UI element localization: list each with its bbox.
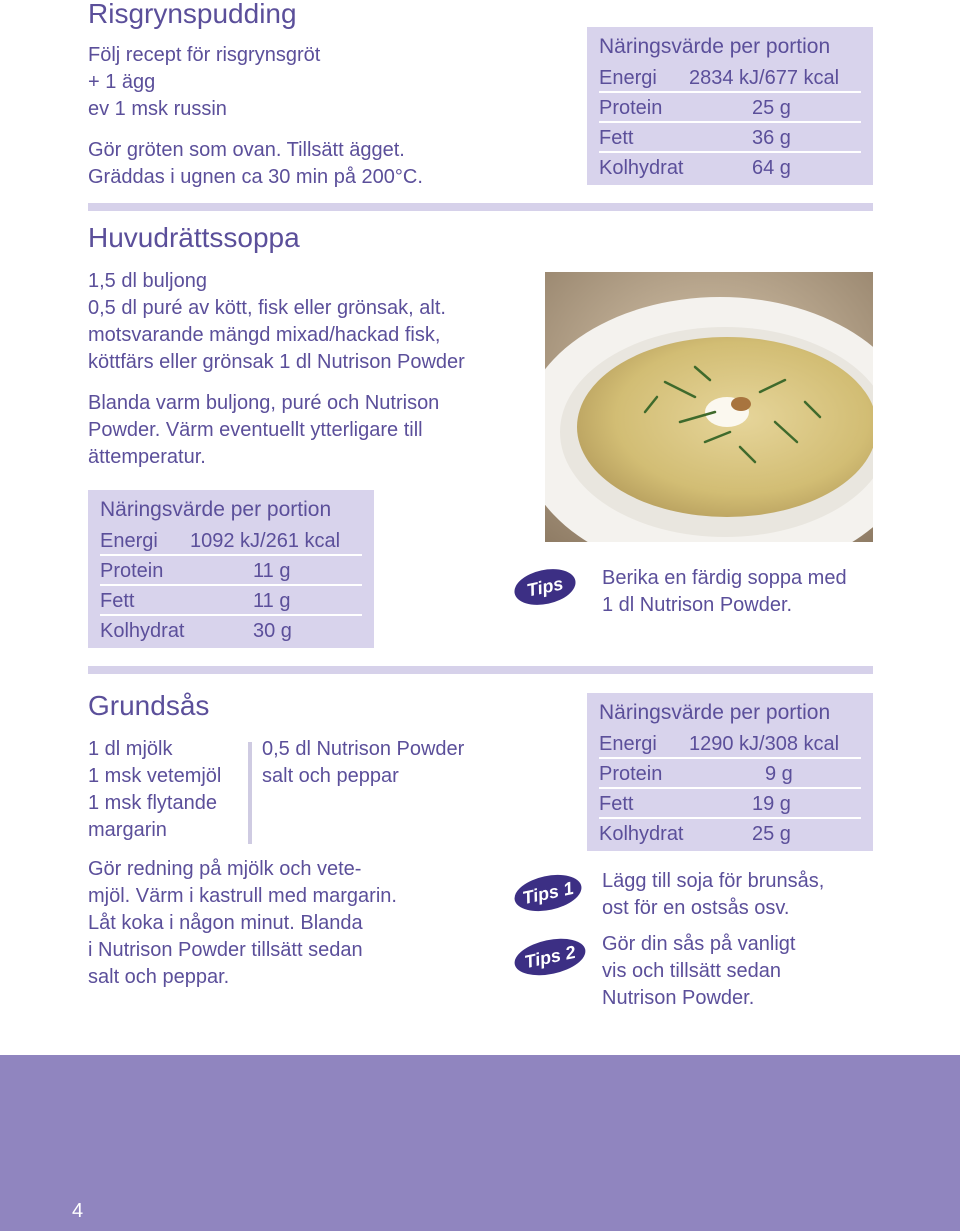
ingredient-line: 1 dl mjölk — [88, 738, 173, 760]
ingredient-line: + 1 ägg — [88, 71, 156, 93]
recipe-title-huvudrattssoppa: Huvudrättssoppa — [88, 222, 300, 253]
soup-photo-illustration — [545, 272, 873, 542]
tips-line: 1 dl Nutrison Powder. — [602, 594, 793, 616]
instruction-line: Blanda varm buljong, puré och Nutrison — [88, 392, 440, 414]
nutrition-header: Näringsvärde per portion — [100, 498, 332, 521]
nutrition-label: Energi — [599, 67, 657, 89]
nutrition-row — [100, 526, 362, 556]
ingredient-line: salt och peppar — [262, 765, 399, 787]
nutrition-row — [599, 63, 861, 93]
ingredient-line: 1 msk flytande — [88, 792, 217, 814]
nutrition-label: Protein — [599, 97, 663, 119]
tips-badge: Tips — [511, 564, 579, 610]
nutrition-value: 9 g — [765, 763, 793, 785]
nutrition-label: Energi — [599, 733, 657, 755]
instructions — [88, 137, 423, 191]
ingredient-list — [88, 268, 465, 376]
tips1-badge: Tips 1 — [511, 869, 585, 916]
ingredient-list-left — [88, 736, 221, 844]
nutrition-label: Fett — [599, 127, 634, 149]
tips-line: ost för en ostsås osv. — [602, 897, 790, 919]
nutrition-label: Kolhydrat — [599, 157, 684, 179]
nutrition-label: Kolhydrat — [599, 823, 684, 845]
nutrition-value: 25 g — [752, 97, 791, 119]
tips2-text — [602, 931, 795, 1012]
instruction-line: ättemperatur. — [88, 446, 206, 468]
ingredient-line: köttfärs eller grönsak 1 dl Nutrison Powder — [88, 351, 465, 373]
nutrition-row — [100, 586, 362, 616]
nutrition-box — [88, 490, 374, 648]
ingredient-list — [88, 42, 320, 123]
instruction-line: Gör gröten som ovan. Tillsätt ägget. — [88, 139, 405, 161]
soup-photo — [545, 272, 873, 542]
nutrition-value: 30 g — [253, 620, 292, 642]
ingredient-line: 0,5 dl Nutrison Powder — [262, 738, 465, 760]
instruction-line: mjöl. Värm i kastrull med margarin. — [88, 885, 397, 907]
tips1-text — [602, 868, 824, 922]
ingredient-line: margarin — [88, 819, 167, 841]
nutrition-row — [599, 729, 861, 759]
instruction-line: Gräddas i ugnen ca 30 min på 200°C. — [88, 166, 423, 188]
nutrition-label: Fett — [599, 793, 634, 815]
nutrition-row — [599, 153, 861, 183]
nutrition-value: 2834 kJ/677 kcal — [689, 67, 840, 89]
nutrition-row — [599, 789, 861, 819]
section-divider — [88, 203, 873, 211]
ingredient-line: 0,5 dl puré av kött, fisk eller grönsak, alt. — [88, 297, 446, 319]
nutrition-row — [599, 93, 861, 123]
nutrition-label: Protein — [599, 763, 663, 785]
tips-line: Nutrison Powder. — [602, 987, 755, 1009]
ingredient-list-right — [262, 736, 464, 790]
nutrition-value: 19 g — [752, 793, 791, 815]
instructions — [88, 856, 397, 991]
ingredient-line: 1 msk vetemjöl — [88, 765, 222, 787]
nutrition-row — [599, 819, 861, 849]
nutrition-row — [599, 123, 861, 153]
nutrition-value: 11 g — [253, 590, 291, 612]
nutrition-row — [100, 616, 362, 646]
nutrition-box — [587, 693, 873, 851]
nutrition-value: 1290 kJ/308 kcal — [689, 733, 840, 755]
ingredient-line: motsvarande mängd mixad/hackad fisk, — [88, 324, 441, 346]
nutrition-value: 64 g — [752, 157, 791, 179]
nutrition-value: 25 g — [752, 823, 791, 845]
ingredient-line: Följ recept för risgrynsgröt — [88, 44, 321, 66]
ingredient-line: 1,5 dl buljong — [88, 270, 207, 292]
tips2-badge: Tips 2 — [511, 933, 588, 981]
footer-band — [0, 1055, 960, 1231]
nutrition-row — [100, 556, 362, 586]
section-divider — [88, 666, 873, 674]
nutrition-label: Protein — [100, 560, 164, 582]
instruction-line: Gör redning på mjölk och vete- — [88, 858, 362, 880]
nutrition-header: Näringsvärde per portion — [599, 701, 831, 724]
instruction-line: i Nutrison Powder tillsätt sedan — [88, 939, 363, 961]
ingredient-line: ev 1 msk russin — [88, 98, 227, 120]
ingredient-divider — [248, 742, 252, 844]
nutrition-header: Näringsvärde per portion — [599, 35, 831, 58]
recipe-title-grundsas: Grundsås — [88, 690, 210, 721]
page-number: 4 — [72, 1200, 84, 1222]
nutrition-box — [587, 27, 873, 185]
tips-line: vis och tillsätt sedan — [602, 960, 781, 982]
tips-text — [602, 565, 847, 619]
tips-line: Berika en färdig soppa med — [602, 567, 847, 589]
nutrition-value: 36 g — [752, 127, 791, 149]
tips-line: Gör din sås på vanligt — [602, 933, 796, 955]
nutrition-value: 1092 kJ/261 kcal — [190, 530, 341, 552]
recipe-title-risgrynspudding: Risgrynspudding — [88, 0, 297, 29]
instruction-line: Powder. Värm eventuellt ytterligare till — [88, 419, 423, 441]
instruction-line: salt och peppar. — [88, 966, 230, 988]
nutrition-row — [599, 759, 861, 789]
instruction-line: Låt koka i någon minut. Blanda — [88, 912, 363, 934]
tips-line: Lägg till soja för brunsås, — [602, 870, 825, 892]
nutrition-label: Energi — [100, 530, 158, 552]
nutrition-value: 11 g — [253, 560, 291, 582]
nutrition-label: Fett — [100, 590, 135, 612]
instructions — [88, 390, 439, 471]
nutrition-label: Kolhydrat — [100, 620, 185, 642]
